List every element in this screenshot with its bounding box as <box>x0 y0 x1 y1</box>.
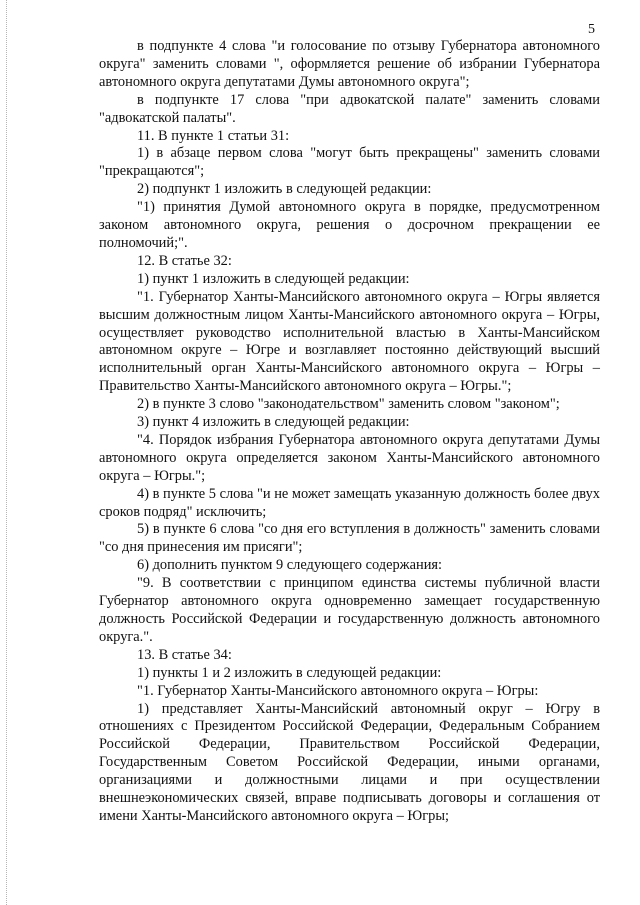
paragraph-item-12-6-text: "9. В соответствии с принципом единства системы публичной власти Губернатор автономного округа одновременно замещает государственную должность Российской Федерации и государственную должность автономного округа.". <box>99 575 600 645</box>
paragraph-item-12-4: 4) в пункте 5 слова "и не может замещать указанную должность более двух сроков подряд" исключить; <box>99 485 600 520</box>
paragraph-item-12-1: 1) пункт 1 изложить в следующей редакции: <box>137 270 410 287</box>
paragraph-item-11-2: 2) подпункт 1 изложить в следующей редакции: <box>137 181 432 198</box>
paragraph-item-12-heading: 12. В статье 32: <box>137 252 232 269</box>
paragraph-item-11-1: 1) в абзаце первом слова "могут быть прекращены" заменить словами "прекращаются"; <box>99 145 600 180</box>
paragraph-item-12-3-text: "4. Порядок избрания Губернатора автономного округа депутатами Думы автономного округа определяется законом Ханты-Мансийского автономного округа – Югры."; <box>99 431 600 484</box>
paragraph-subitem-4: в подпункте 4 слова "и голосование по отзыву Губернатора автономного округа" заменить словами ", оформляется решение об избрании Губернатора автономного округа депутатами Думы автономного округа"; <box>99 38 600 90</box>
paragraph-item-13-heading: 13. В статье 34: <box>137 646 232 663</box>
page-number: 5 <box>588 22 595 37</box>
paragraph-item-13-1: 1) пункты 1 и 2 изложить в следующей редакции: <box>137 664 442 681</box>
paragraph-item-12-3: 3) пункт 4 изложить в следующей редакции: <box>137 414 410 431</box>
paragraph-subitem-17: в подпункте 17 слова "при адвокатской палате" заменить словами "адвокатской палаты". <box>99 91 600 126</box>
paragraph-item-13-1-title: "1. Губернатор Ханты-Мансийского автономного округа – Югры: <box>137 682 539 699</box>
paragraph-item-13-1-1: 1) представляет Ханты-Мансийский автономный округ – Югру в отношениях с Президентом Российской Федерации, Федеральным Собранием Российской Федерации, Правительством Российской Федерации, Государственным Советом Российской Федерации, иными органами, организациями и должностными лицами и при осуществлении внешнеэкономических связей, вправе подписывать договоры и соглашения от имени Ханты-Мансийского автономного округа – Югры; <box>99 700 600 824</box>
paragraph-item-12-1-text: "1. Губернатор Ханты-Мансийского автономного округа – Югры является высшим должностным лицом Ханты-Мансийского автономного округа – Югры, осуществляет руководство исполнительной властью в Ханты-Мансийском автономном округе – Югре и возглавляет постоянно действующий высший исполнительный орган Ханты-Мансийского автономного округа – Югры – Правительство Ханты-Мансийского автономного округа – Югры."; <box>99 288 600 395</box>
scan-edge-line <box>6 0 8 905</box>
paragraph-item-12-5: 5) в пункте 6 слова "со дня его вступления в должность" заменить словами "со дня принесения им присяги"; <box>99 521 600 556</box>
paragraph-item-11-2-text: "1) принятия Думой автономного округа в порядке, предусмотренном законом автономного округа, решения о досрочном прекращении ее полномочий;". <box>99 199 600 251</box>
paragraph-item-11-heading: 11. В пункте 1 статьи 31: <box>137 127 290 144</box>
paragraph-item-12-6: 6) дополнить пунктом 9 следующего содержания: <box>137 557 443 574</box>
paragraph-item-12-2: 2) в пункте 3 слово "законодательством" заменить словом "законом"; <box>137 396 560 413</box>
document-body <box>99 38 600 826</box>
